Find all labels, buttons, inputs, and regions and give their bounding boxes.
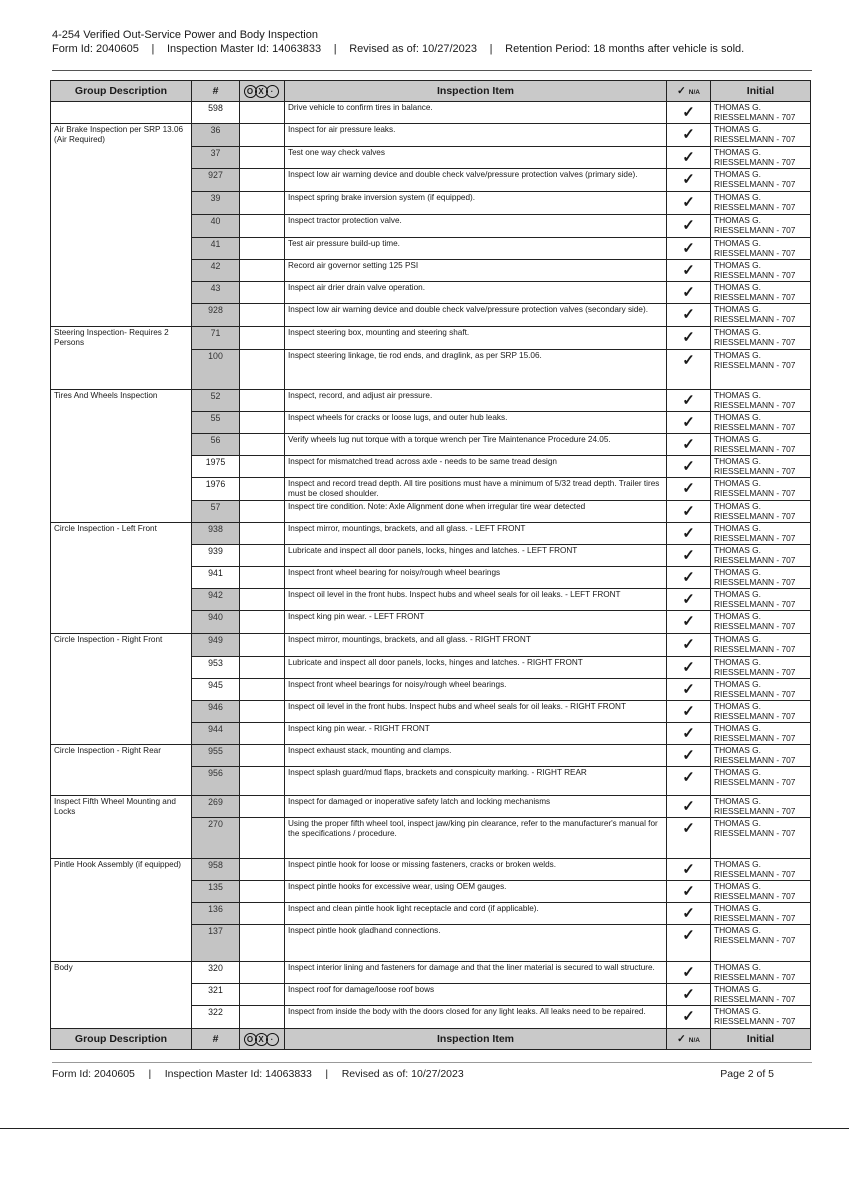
inspection-item: Inspect from inside the body with the doors closed for any light leaks. All leaks need to be repaired. <box>285 1006 667 1029</box>
table-row <box>51 859 811 881</box>
footer-form-id: Form Id: 2040605 <box>52 1068 135 1080</box>
initial-signature: THOMAS G. RIESSELMANN - 707 <box>711 304 811 327</box>
column-header-codes <box>240 81 285 102</box>
item-number: 71 <box>192 327 240 350</box>
initial-signature: THOMAS G. RIESSELMANN - 707 <box>711 984 811 1006</box>
inspection-item: Inspect pintle hook gladhand connections. <box>285 925 667 962</box>
check-mark-icon[interactable]: ✓ <box>667 238 711 260</box>
status-code-cell[interactable] <box>240 412 285 434</box>
status-code-cell[interactable] <box>240 745 285 767</box>
item-number: 949 <box>192 634 240 657</box>
item-number: 40 <box>192 215 240 238</box>
initial-signature: THOMAS G. RIESSELMANN - 707 <box>711 238 811 260</box>
initial-signature: THOMAS G. RIESSELMANN - 707 <box>711 456 811 478</box>
item-number: 1975 <box>192 456 240 478</box>
status-code-cell[interactable] <box>240 767 285 796</box>
item-number: 136 <box>192 903 240 925</box>
status-code-cell[interactable] <box>240 962 285 984</box>
status-codes-icon: O X · <box>246 85 279 98</box>
column-header-check-na <box>667 81 711 102</box>
inspection-item: Inspect mirror, mountings, brackets, and all glass. - LEFT FRONT <box>285 523 667 545</box>
inspection-item: Inspect for damaged or inoperative safety latch and locking mechanisms <box>285 796 667 818</box>
check-mark-icon[interactable]: ✓ <box>667 304 711 327</box>
check-mark-icon[interactable]: ✓ <box>667 925 711 962</box>
inspection-item: Inspect front wheel bearing for noisy/rough wheel bearings <box>285 567 667 589</box>
inspection-item: Drive vehicle to confirm tires in balance. <box>285 102 667 124</box>
inspection-table <box>50 80 811 1050</box>
separator: | <box>148 1068 152 1080</box>
separator: | <box>333 43 337 55</box>
inspection-item: Inspect tractor protection valve. <box>285 215 667 238</box>
initial-signature: THOMAS G. RIESSELMANN - 707 <box>711 350 811 390</box>
inspection-item: Inspect exhaust stack, mounting and clamps. <box>285 745 667 767</box>
table-footer-row <box>51 1029 811 1050</box>
column-footer-item: Inspection Item <box>285 1029 667 1050</box>
item-number: 37 <box>192 147 240 169</box>
check-mark-icon[interactable]: ✓ <box>667 327 711 350</box>
item-number: 320 <box>192 962 240 984</box>
item-number: 56 <box>192 434 240 456</box>
inspection-item: Inspect spring brake inversion system (if equipped). <box>285 192 667 215</box>
group-description: Pintle Hook Assembly (if equipped) <box>51 859 192 962</box>
item-number: 41 <box>192 238 240 260</box>
initial-signature: THOMAS G. RIESSELMANN - 707 <box>711 925 811 962</box>
document-header <box>52 28 812 56</box>
check-mark-icon[interactable]: ✓ <box>667 169 711 192</box>
check-mark-icon[interactable]: ✓ <box>667 523 711 545</box>
check-mark-icon[interactable]: ✓ <box>667 456 711 478</box>
item-number: 269 <box>192 796 240 818</box>
column-header-num: # <box>192 81 240 102</box>
header-divider <box>52 70 812 71</box>
initial-signature: THOMAS G. RIESSELMANN - 707 <box>711 859 811 881</box>
status-code-cell[interactable] <box>240 102 285 124</box>
revised-date: Revised as of: 10/27/2023 <box>349 43 478 55</box>
item-number: 944 <box>192 723 240 745</box>
status-code-cell[interactable] <box>240 701 285 723</box>
inspection-item: Inspect oil level in the front hubs. Inspect hubs and wheel seals for oil leaks. - LEFT FRONT <box>285 589 667 611</box>
table-row <box>51 634 811 657</box>
initial-signature: THOMAS G. RIESSELMANN - 707 <box>711 192 811 215</box>
check-mark-icon[interactable]: ✓ <box>667 215 711 238</box>
check-mark-icon[interactable]: ✓ <box>667 478 711 501</box>
separator: | <box>151 43 155 55</box>
check-mark-icon[interactable]: ✓ <box>667 1006 711 1029</box>
group-description: Circle Inspection - Right Front <box>51 634 192 745</box>
status-code-cell[interactable] <box>240 796 285 818</box>
check-mark-icon[interactable]: ✓ <box>667 567 711 589</box>
item-number: 928 <box>192 304 240 327</box>
inspection-item: Inspect low air warning device and double check valve/pressure protection valves (secondary side). <box>285 304 667 327</box>
inspection-item: Inspect low air warning device and double check valve/pressure protection valves (primary side). <box>285 169 667 192</box>
check-mark-icon[interactable]: ✓ <box>667 903 711 925</box>
status-code-cell[interactable] <box>240 679 285 701</box>
initial-signature: THOMAS G. RIESSELMANN - 707 <box>711 723 811 745</box>
initial-signature: THOMAS G. RIESSELMANN - 707 <box>711 523 811 545</box>
inspection-item: Inspect steering linkage, tie rod ends, and draglink, as per SRP 15.06. <box>285 350 667 390</box>
check-icon: ✓ <box>677 1033 686 1045</box>
item-number: 57 <box>192 501 240 523</box>
inspection-item: Using the proper fifth wheel tool, inspect jaw/king pin clearance, refer to the manufacturer's manual for the specifications / procedure. <box>285 818 667 859</box>
group-description: Circle Inspection - Left Front <box>51 523 192 634</box>
check-mark-icon[interactable]: ✓ <box>667 634 711 657</box>
item-number: 945 <box>192 679 240 701</box>
status-code-cell[interactable] <box>240 147 285 169</box>
table-row <box>51 327 811 350</box>
initial-signature: THOMAS G. RIESSELMANN - 707 <box>711 796 811 818</box>
status-code-cell[interactable] <box>240 434 285 456</box>
inspection-item: Inspect and record tread depth. All tire positions must have a minimum of 5/32 tread depth. Trailer tires must be closed shoulder. <box>285 478 667 501</box>
check-mark-icon[interactable]: ✓ <box>667 745 711 767</box>
table-row <box>51 796 811 818</box>
check-mark-icon[interactable]: ✓ <box>667 984 711 1006</box>
group-description: Air Brake Inspection per SRP 13.06 (Air Required) <box>51 124 192 327</box>
status-code-cell[interactable] <box>240 881 285 903</box>
status-code-cell[interactable] <box>240 327 285 350</box>
inspection-item: Inspect roof for damage/loose roof bows <box>285 984 667 1006</box>
inspection-item: Inspect and clean pintle hook light receptacle and cord (if applicable). <box>285 903 667 925</box>
page-edge-line <box>0 1128 849 1129</box>
status-code-cell[interactable] <box>240 925 285 962</box>
initial-signature: THOMAS G. RIESSELMANN - 707 <box>711 390 811 412</box>
inspection-item: Inspect pintle hook for loose or missing fasteners, cracks or broken welds. <box>285 859 667 881</box>
inspection-item: Inspect tire condition. Note: Axle Alignment done when irregular tire wear detected <box>285 501 667 523</box>
column-footer-check-na <box>667 1029 711 1050</box>
inspection-item: Inspect for mismatched tread across axle - needs to be same tread design <box>285 456 667 478</box>
status-code-cell[interactable] <box>240 859 285 881</box>
footer-revised-date: Revised as of: 10/27/2023 <box>341 1068 464 1080</box>
column-header-group: Group Description <box>51 81 192 102</box>
footer-divider <box>52 1062 812 1063</box>
inspection-item: Inspect for air pressure leaks. <box>285 124 667 147</box>
check-mark-icon[interactable]: ✓ <box>667 818 711 859</box>
status-code-cell[interactable] <box>240 456 285 478</box>
initial-signature: THOMAS G. RIESSELMANN - 707 <box>711 962 811 984</box>
form-id: Form Id: 2040605 <box>52 43 139 55</box>
check-mark-icon[interactable]: ✓ <box>667 545 711 567</box>
group-description: Tires And Wheels Inspection <box>51 390 192 523</box>
column-footer-initial: Initial <box>711 1029 811 1050</box>
item-number: 956 <box>192 767 240 796</box>
initial-signature: THOMAS G. RIESSELMANN - 707 <box>711 701 811 723</box>
status-code-cell[interactable] <box>240 390 285 412</box>
initial-signature: THOMAS G. RIESSELMANN - 707 <box>711 1006 811 1029</box>
initial-signature: THOMAS G. RIESSELMANN - 707 <box>711 881 811 903</box>
item-number: 100 <box>192 350 240 390</box>
separator: | <box>489 43 493 55</box>
initial-signature: THOMAS G. RIESSELMANN - 707 <box>711 501 811 523</box>
inspection-item: Inspect king pin wear. - RIGHT FRONT <box>285 723 667 745</box>
status-code-cell[interactable] <box>240 282 285 304</box>
status-code-cell[interactable] <box>240 124 285 147</box>
status-code-cell[interactable] <box>240 634 285 657</box>
status-code-cell[interactable] <box>240 657 285 679</box>
inspection-item: Inspect interior lining and fasteners for damage and that the liner material is secured to wall structure. <box>285 962 667 984</box>
check-mark-icon[interactable]: ✓ <box>667 260 711 282</box>
status-code-cell[interactable] <box>240 169 285 192</box>
initial-signature: THOMAS G. RIESSELMANN - 707 <box>711 611 811 634</box>
inspection-item: Inspect steering box, mounting and steering shaft. <box>285 327 667 350</box>
check-mark-icon[interactable]: ✓ <box>667 796 711 818</box>
check-mark-icon[interactable]: ✓ <box>667 701 711 723</box>
inspection-item: Inspect air drier drain valve operation. <box>285 282 667 304</box>
status-code-cell[interactable] <box>240 903 285 925</box>
check-mark-icon[interactable]: ✓ <box>667 881 711 903</box>
status-code-cell[interactable] <box>240 304 285 327</box>
footer-master-id: Inspection Master Id: 14063833 <box>164 1068 312 1080</box>
status-code-cell[interactable] <box>240 192 285 215</box>
header-meta <box>52 42 812 56</box>
inspection-item: Inspect, record, and adjust air pressure. <box>285 390 667 412</box>
group-description: Inspect Fifth Wheel Mounting and Locks <box>51 796 192 859</box>
initial-signature: THOMAS G. RIESSELMANN - 707 <box>711 745 811 767</box>
status-code-cell[interactable] <box>240 1006 285 1029</box>
status-code-cell[interactable] <box>240 545 285 567</box>
initial-signature: THOMAS G. RIESSELMANN - 707 <box>711 818 811 859</box>
inspection-item: Inspect splash guard/mud flaps, brackets and conspicuity marking. - RIGHT REAR <box>285 767 667 796</box>
check-mark-icon[interactable]: ✓ <box>667 147 711 169</box>
status-code-cell[interactable] <box>240 567 285 589</box>
check-mark-icon[interactable]: ✓ <box>667 962 711 984</box>
check-icon: ✓ <box>677 85 686 97</box>
item-number: 270 <box>192 818 240 859</box>
group-description: Circle Inspection - Right Rear <box>51 745 192 796</box>
status-code-cell[interactable] <box>240 501 285 523</box>
check-mark-icon[interactable]: ✓ <box>667 390 711 412</box>
item-number: 939 <box>192 545 240 567</box>
item-number: 135 <box>192 881 240 903</box>
item-number: 938 <box>192 523 240 545</box>
table-header-row <box>51 81 811 102</box>
check-mark-icon[interactable]: ✓ <box>667 611 711 634</box>
initial-signature: THOMAS G. RIESSELMANN - 707 <box>711 589 811 611</box>
inspection-item: Inspect pintle hooks for excessive wear, using OEM gauges. <box>285 881 667 903</box>
inspection-item: Lubricate and inspect all door panels, locks, hinges and latches. - LEFT FRONT <box>285 545 667 567</box>
check-mark-icon[interactable]: ✓ <box>667 350 711 390</box>
initial-signature: THOMAS G. RIESSELMANN - 707 <box>711 412 811 434</box>
item-number: 39 <box>192 192 240 215</box>
column-footer-group: Group Description <box>51 1029 192 1050</box>
column-footer-num: # <box>192 1029 240 1050</box>
group-description: Body <box>51 962 192 1029</box>
document-title: 4-254 Verified Out-Service Power and Body Inspection <box>52 29 318 41</box>
item-number: 36 <box>192 124 240 147</box>
check-mark-icon[interactable]: ✓ <box>667 501 711 523</box>
initial-signature: THOMAS G. RIESSELMANN - 707 <box>711 215 811 238</box>
status-code-cell[interactable] <box>240 611 285 634</box>
check-mark-icon[interactable]: ✓ <box>667 679 711 701</box>
check-mark-icon[interactable]: ✓ <box>667 282 711 304</box>
initial-signature: THOMAS G. RIESSELMANN - 707 <box>711 434 811 456</box>
inspection-item: Test air pressure build-up time. <box>285 238 667 260</box>
initial-signature: THOMAS G. RIESSELMANN - 707 <box>711 282 811 304</box>
table-row <box>51 124 811 147</box>
column-header-initial: Initial <box>711 81 811 102</box>
check-mark-icon[interactable]: ✓ <box>667 124 711 147</box>
initial-signature: THOMAS G. RIESSELMANN - 707 <box>711 147 811 169</box>
table-row <box>51 745 811 767</box>
status-code-cell[interactable] <box>240 478 285 501</box>
document-footer <box>52 1068 812 1080</box>
check-mark-icon[interactable]: ✓ <box>667 434 711 456</box>
item-number: 42 <box>192 260 240 282</box>
item-number: 321 <box>192 984 240 1006</box>
check-mark-icon[interactable]: ✓ <box>667 767 711 796</box>
check-mark-icon[interactable]: ✓ <box>667 859 711 881</box>
status-code-cell[interactable] <box>240 589 285 611</box>
status-codes-icon: O X · <box>246 1033 279 1046</box>
page-number: Page 2 of 5 <box>720 1068 774 1080</box>
inspection-item: Inspect mirror, mountings, brackets, and all glass. - RIGHT FRONT <box>285 634 667 657</box>
initial-signature: THOMAS G. RIESSELMANN - 707 <box>711 679 811 701</box>
item-number: 942 <box>192 589 240 611</box>
check-mark-icon[interactable]: ✓ <box>667 412 711 434</box>
check-mark-icon[interactable]: ✓ <box>667 102 711 124</box>
initial-signature: THOMAS G. RIESSELMANN - 707 <box>711 478 811 501</box>
column-header-item: Inspection Item <box>285 81 667 102</box>
inspection-item: Verify wheels lug nut torque with a torque wrench per Tire Maintenance Procedure 24.05. <box>285 434 667 456</box>
inspection-item: Record air governor setting 125 PSI <box>285 260 667 282</box>
na-label: N/A <box>688 1037 700 1044</box>
na-label: N/A <box>688 89 700 96</box>
initial-signature: THOMAS G. RIESSELMANN - 707 <box>711 545 811 567</box>
item-number: 941 <box>192 567 240 589</box>
check-mark-icon[interactable]: ✓ <box>667 723 711 745</box>
item-number: 955 <box>192 745 240 767</box>
table-row <box>51 390 811 412</box>
status-code-cell[interactable] <box>240 818 285 859</box>
separator: | <box>325 1068 329 1080</box>
item-number: 55 <box>192 412 240 434</box>
status-code-cell[interactable] <box>240 350 285 390</box>
initial-signature: THOMAS G. RIESSELMANN - 707 <box>711 903 811 925</box>
initial-signature: THOMAS G. RIESSELMANN - 707 <box>711 327 811 350</box>
item-number: 946 <box>192 701 240 723</box>
column-footer-codes <box>240 1029 285 1050</box>
retention-period: Retention Period: 18 months after vehicle is sold. <box>505 43 745 55</box>
item-number: 940 <box>192 611 240 634</box>
group-description <box>51 102 192 124</box>
check-mark-icon[interactable]: ✓ <box>667 192 711 215</box>
group-description: Steering Inspection- Requires 2 Persons <box>51 327 192 390</box>
check-mark-icon[interactable]: ✓ <box>667 657 711 679</box>
inspection-item: Lubricate and inspect all door panels, locks, hinges and latches. - RIGHT FRONT <box>285 657 667 679</box>
item-number: 322 <box>192 1006 240 1029</box>
item-number: 52 <box>192 390 240 412</box>
inspection-item: Inspect wheels for cracks or loose lugs, and outer hub leaks. <box>285 412 667 434</box>
initial-signature: THOMAS G. RIESSELMANN - 707 <box>711 102 811 124</box>
status-code-cell[interactable] <box>240 723 285 745</box>
status-code-cell[interactable] <box>240 238 285 260</box>
inspection-item: Inspect king pin wear. - LEFT FRONT <box>285 611 667 634</box>
initial-signature: THOMAS G. RIESSELMANN - 707 <box>711 657 811 679</box>
item-number: 927 <box>192 169 240 192</box>
initial-signature: THOMAS G. RIESSELMANN - 707 <box>711 169 811 192</box>
item-number: 958 <box>192 859 240 881</box>
table-row <box>51 962 811 984</box>
table-row <box>51 523 811 545</box>
item-number: 598 <box>192 102 240 124</box>
inspection-item: Inspect oil level in the front hubs. Inspect hubs and wheel seals for oil leaks. - RIGHT FRONT <box>285 701 667 723</box>
item-number: 1976 <box>192 478 240 501</box>
initial-signature: THOMAS G. RIESSELMANN - 707 <box>711 634 811 657</box>
status-code-cell[interactable] <box>240 523 285 545</box>
initial-signature: THOMAS G. RIESSELMANN - 707 <box>711 767 811 796</box>
status-code-cell[interactable] <box>240 260 285 282</box>
master-id: Inspection Master Id: 14063833 <box>166 43 322 55</box>
table-row <box>51 102 811 124</box>
inspection-item: Inspect front wheel bearings for noisy/rough wheel bearings. <box>285 679 667 701</box>
item-number: 43 <box>192 282 240 304</box>
item-number: 137 <box>192 925 240 962</box>
status-code-cell[interactable] <box>240 984 285 1006</box>
inspection-item: Test one way check valves <box>285 147 667 169</box>
status-code-cell[interactable] <box>240 215 285 238</box>
initial-signature: THOMAS G. RIESSELMANN - 707 <box>711 260 811 282</box>
initial-signature: THOMAS G. RIESSELMANN - 707 <box>711 567 811 589</box>
item-number: 953 <box>192 657 240 679</box>
initial-signature: THOMAS G. RIESSELMANN - 707 <box>711 124 811 147</box>
check-mark-icon[interactable]: ✓ <box>667 589 711 611</box>
